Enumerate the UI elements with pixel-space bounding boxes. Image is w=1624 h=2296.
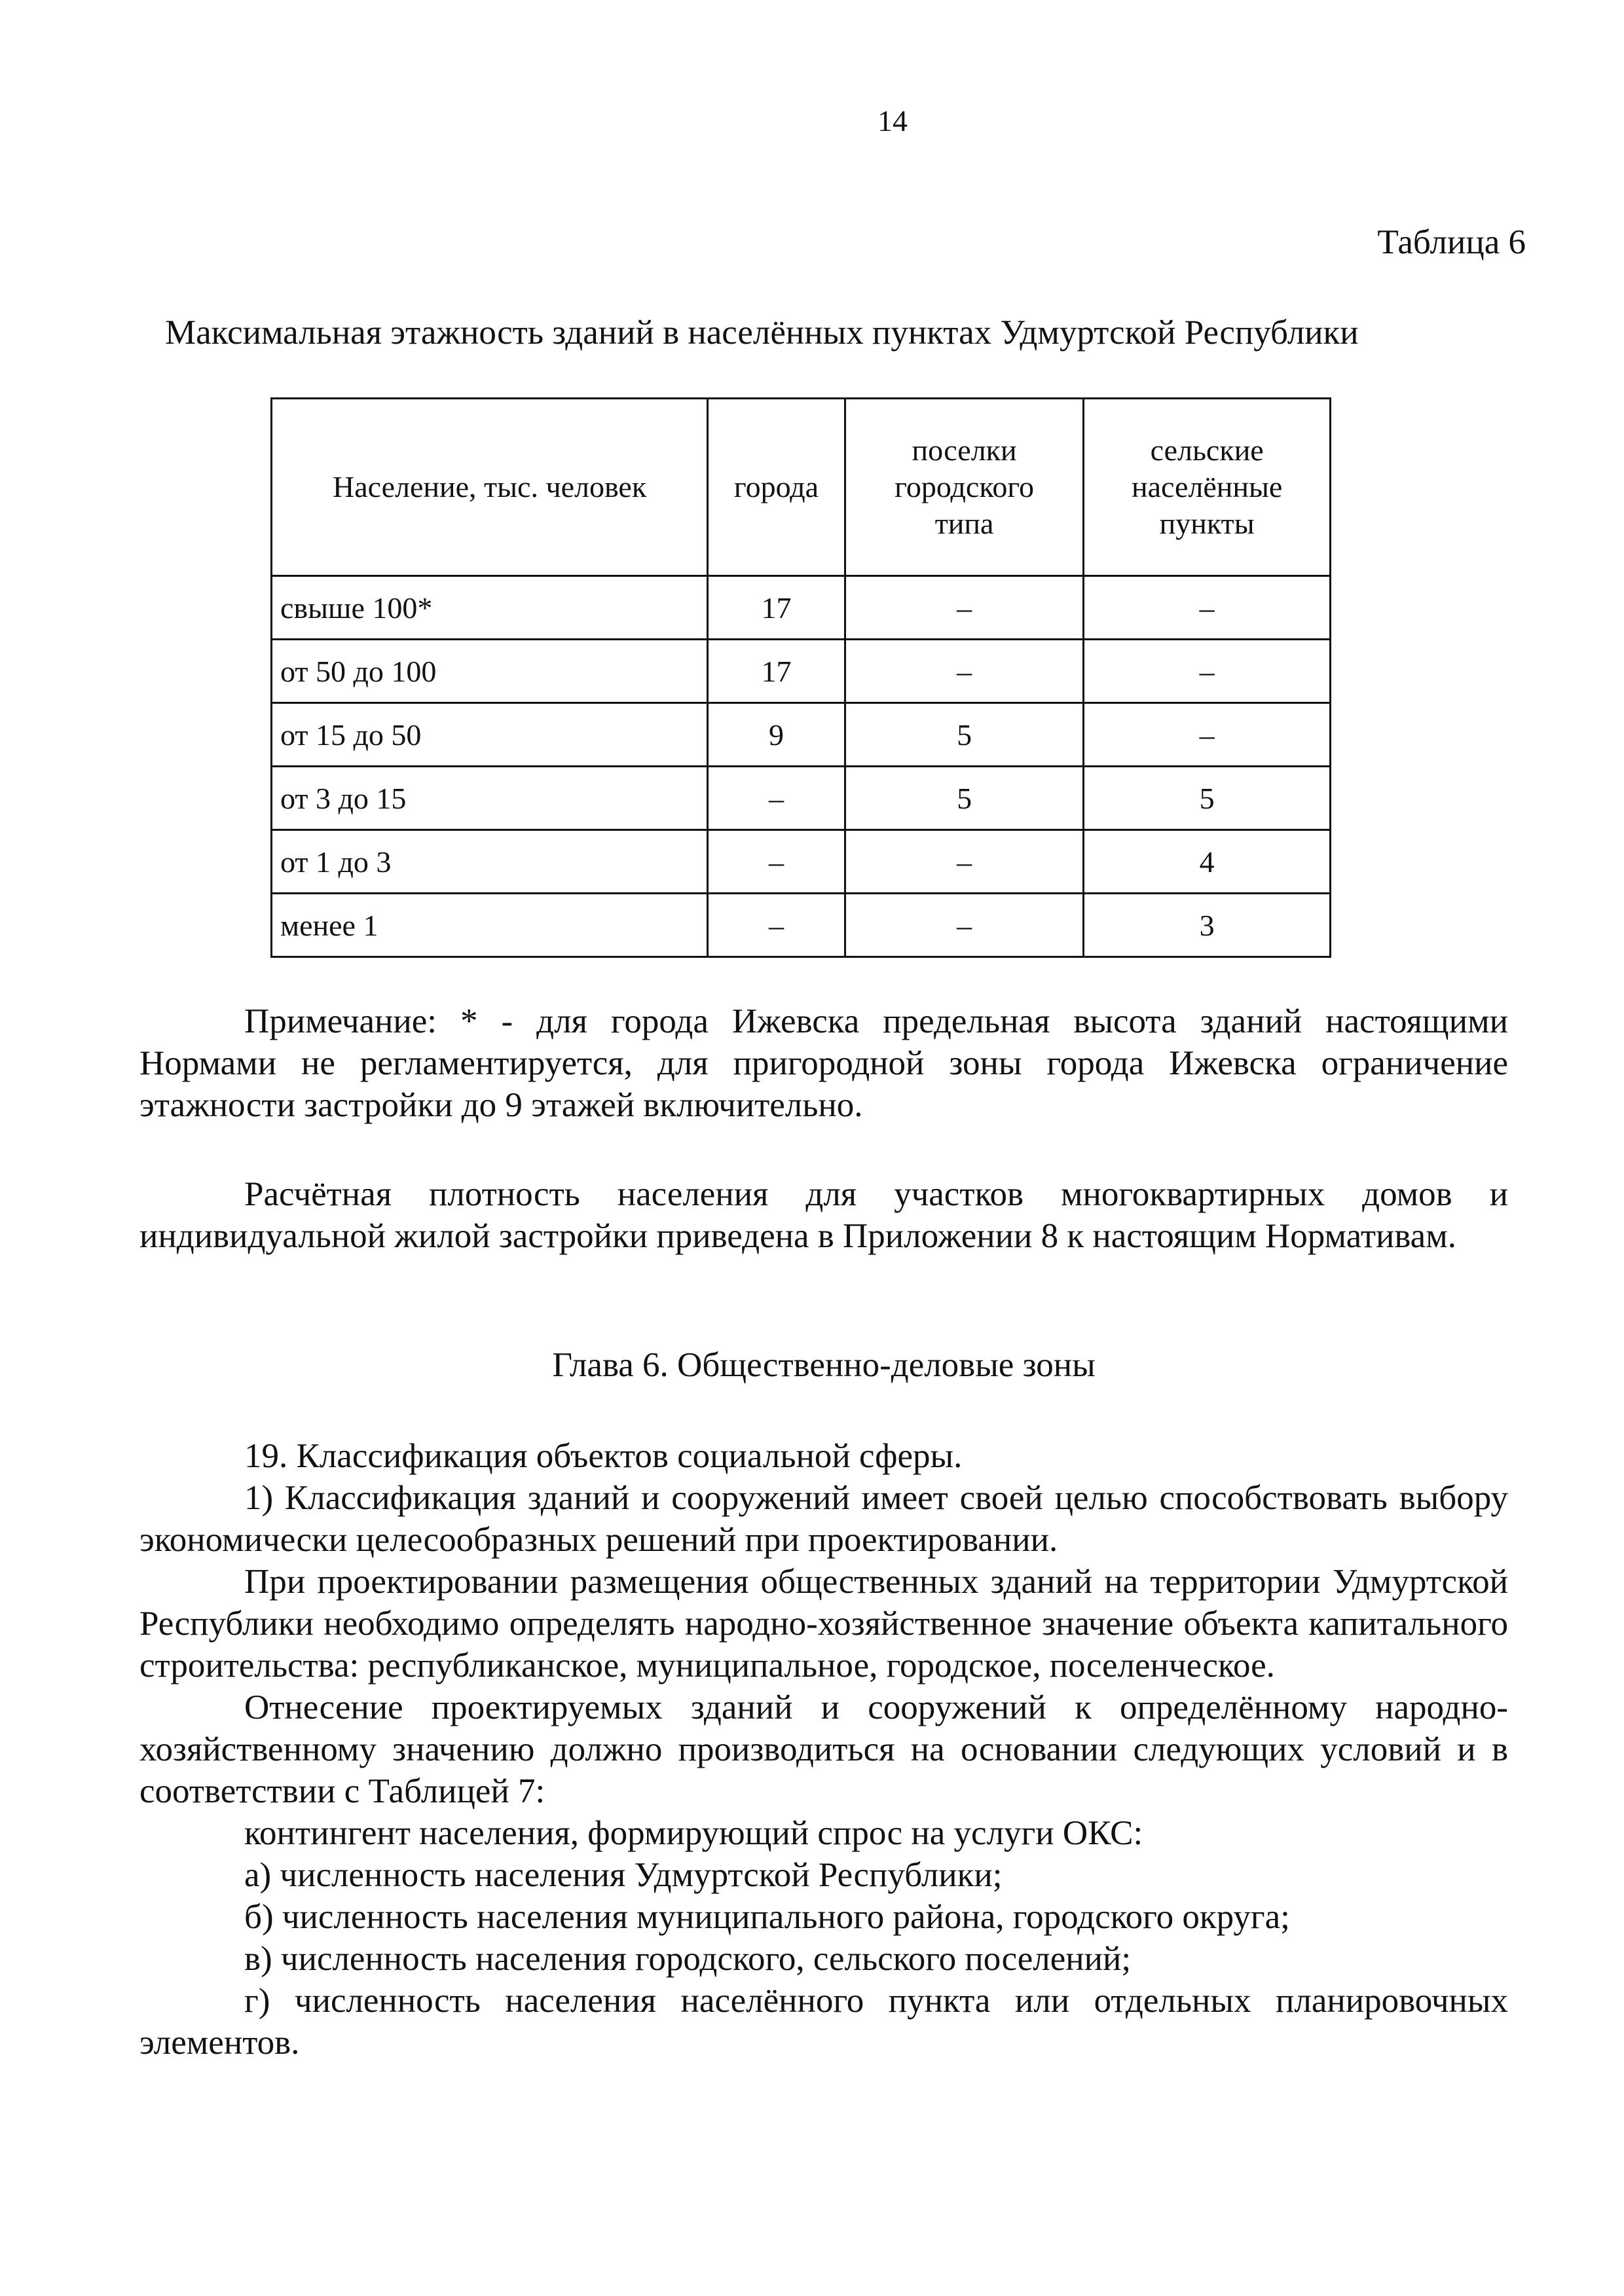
cell-rural: – [1084,576,1331,640]
list-item-c: в) численность населения городского, сельского поселений; [244,1940,1132,1978]
cell-cities: 17 [708,640,845,703]
cell-urban: – [845,640,1084,703]
cell-rural: 4 [1084,830,1331,894]
table-row [272,767,1331,830]
chapter-heading: Глава 6. Общественно-деловые зоны [552,1346,1096,1384]
list-item-a: а) численность населения Удмуртской Республики; [244,1856,1003,1894]
header-population: Население, тыс. человек [272,399,708,576]
density-paragraph: Расчётная плотность населения для участков многоквартирных домов и индивидуальной жилой застройки приведена в Приложении 8 к настоящим Нормативам. [139,1175,1508,1255]
table-title: Максимальная этажность зданий в населённых пунктах Удмуртской Республики [165,314,1359,352]
row-label: менее 1 [272,894,708,957]
cell-rural: 3 [1084,894,1331,957]
cell-cities: – [708,894,845,957]
cell-rural: 5 [1084,767,1331,830]
cell-cities: 17 [708,576,845,640]
cell-cities: 9 [708,703,845,767]
cell-cities: – [708,830,845,894]
cell-rural: – [1084,640,1331,703]
contingent-line: контингент населения, формирующий спрос на услуги ОКС: [244,1814,1143,1852]
row-label: свыше 100* [272,576,708,640]
density-block [139,1173,1508,1257]
table-row [272,830,1331,894]
table-row [272,703,1331,767]
row-label: от 50 до 100 [272,640,708,703]
paragraph-3: Отнесение проектируемых зданий и сооружений к определённому народно-хозяйственному значению должно производиться на основании следующих условий и в соответствии с Таблицей 7: [139,1688,1508,1810]
header-rural-settlements-text: сельские населённые пункты [1131,433,1283,540]
table-caption: Таблица 6 [1377,223,1526,261]
page-number: 14 [877,104,908,137]
list-item-d: г) численность населения населённого пункта или отдельных планировочных элементов. [139,1982,1508,2062]
table-row [272,640,1331,703]
table-note: Примечание: * - для города Ижевска предельная высота зданий настоящими Нормами не регламентируется, для пригородной зоны города Ижевска ограничение этажности застройки до 9 этажей включительно. [139,1002,1508,1124]
row-label: от 15 до 50 [272,703,708,767]
header-rural-settlements [1084,399,1331,576]
cell-urban: – [845,830,1084,894]
cell-urban: – [845,894,1084,957]
list-item-b: б) численность населения муниципального района, городского округа; [244,1898,1290,1936]
header-urban-settlements [845,399,1084,576]
cell-urban: 5 [845,767,1084,830]
paragraph-1: 1) Классификация зданий и сооружений имеет своей целью способствовать выбору экономически целесообразных решений при проектировании. [139,1479,1508,1559]
table-header-row [272,399,1331,576]
table-row [272,894,1331,957]
cell-rural: – [1084,703,1331,767]
cell-cities: – [708,767,845,830]
row-label: от 3 до 15 [272,767,708,830]
paragraph-2: При проектировании размещения общественных зданий на территории Удмуртской Республики необходимо определять народно-хозяйственное значение объекта капитального строительства: республиканское, муниципальное, городское, поселенческое. [139,1563,1508,1685]
header-cities: города [708,399,845,576]
section-body [139,1435,1508,2064]
cell-urban: – [845,576,1084,640]
section-title: 19. Классификация объектов социальной сферы. [244,1437,963,1475]
row-label: от 1 до 3 [272,830,708,894]
table-row [272,576,1331,640]
header-urban-settlements-text: поселки городского типа [895,433,1035,540]
note-block [139,1000,1508,1126]
cell-urban: 5 [845,703,1084,767]
max-floors-table [270,397,1331,958]
